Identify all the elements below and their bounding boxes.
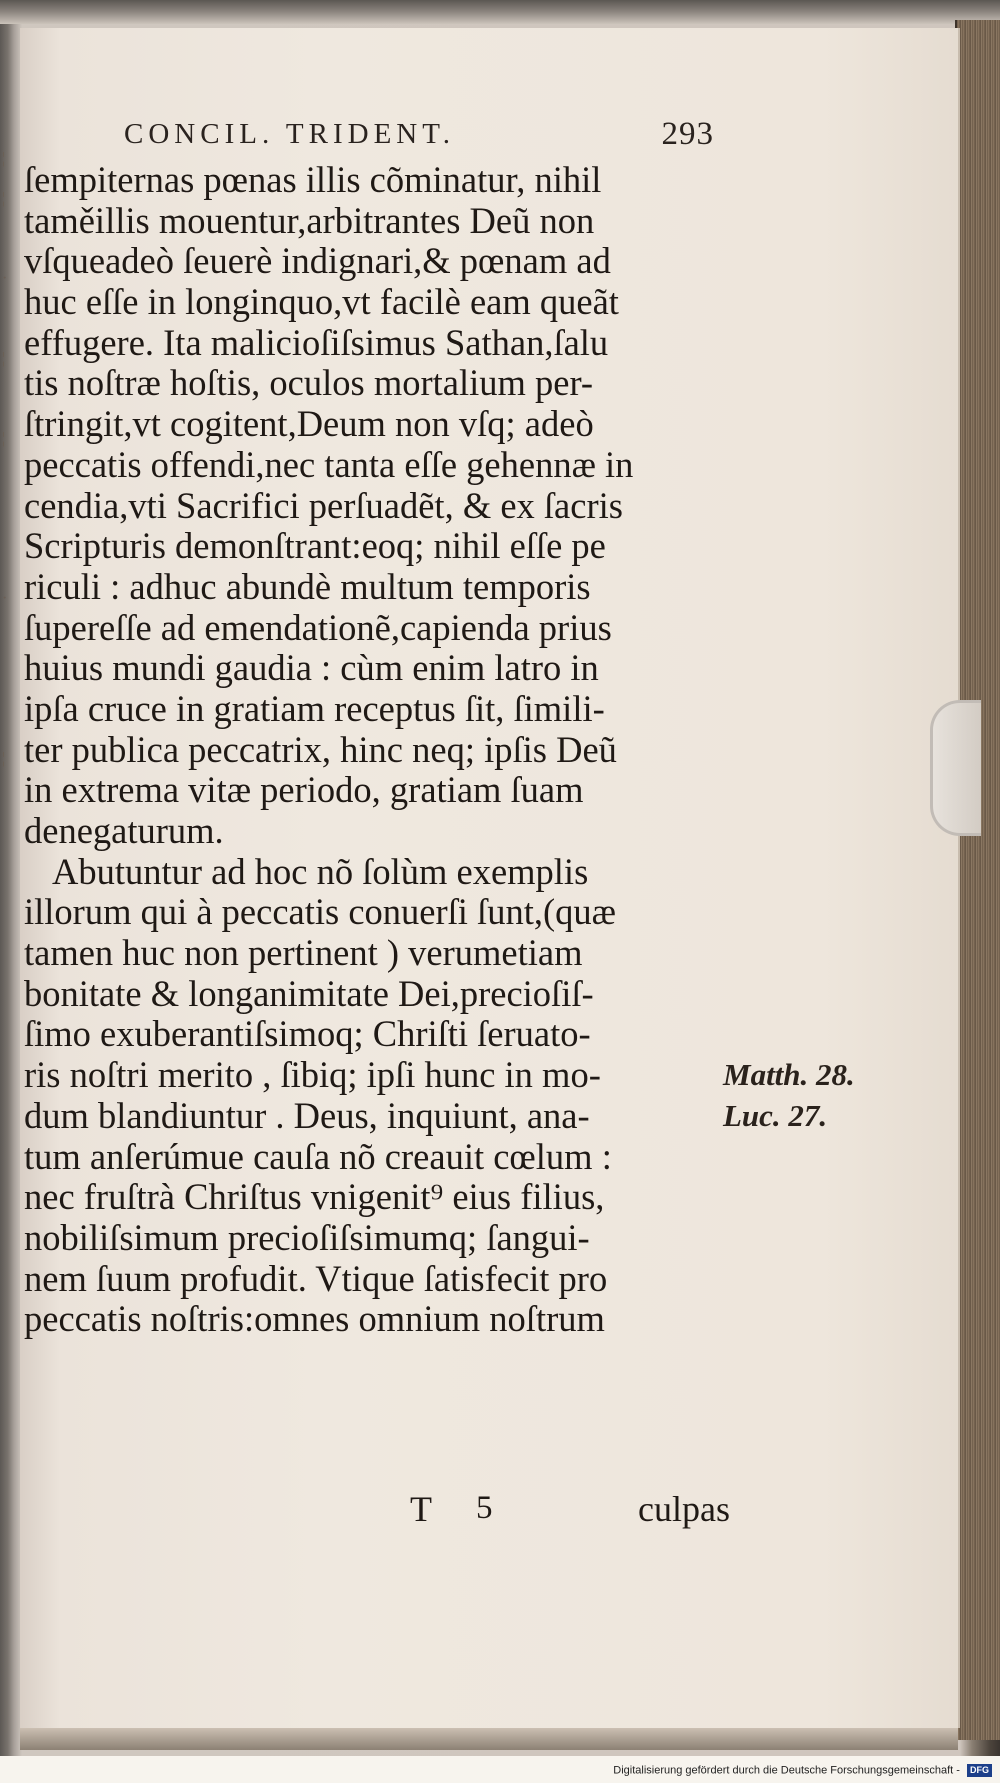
text-line: huius mundi gaudia : cùm enim latro in (24, 647, 599, 689)
text-line: nec fruſtrà Chriſtus vnigenit⁹ eius filius, (24, 1176, 605, 1218)
page-clip (930, 700, 981, 836)
text-line: peccatis noſtris:omnes omnium noſtrum (24, 1298, 605, 1340)
text-line: taměillis mouentur,arbitrantes Deũ non (24, 199, 595, 241)
text-line: Scripturis demonſtrant:eoq; nihil eſſe pe (24, 525, 606, 567)
text-line: illorum qui à peccatis conuerſi ſunt,(quæ (24, 891, 616, 933)
margin-note: Matth. 28. (723, 1057, 855, 1093)
running-header (124, 118, 714, 158)
page-bottom-shadow (20, 1728, 958, 1750)
text-line: huc eſſe in longinquo,vt facilè eam queãt (24, 281, 619, 323)
text-line: Abutuntur ad hoc nõ ſolùm exemplis (52, 850, 589, 892)
signature-mark: T (410, 1489, 438, 1529)
catchword: culpas (638, 1489, 730, 1529)
scan-top-edge (0, 0, 1000, 24)
text-line: tamen huc non pertinent ) verumetiam (24, 932, 583, 974)
text-line: vſqueadeò ſeuerè indignari,& pœnam ad (24, 240, 611, 282)
text-line: nem ſuum profudit. Vtique ſatisfecit pro (24, 1257, 608, 1299)
text-line: peccatis offendi,nec tanta eſſe gehennæ in (24, 443, 634, 485)
text-line: bonitate & longanimitate Dei,precioſiſ- (24, 972, 594, 1014)
text-line: tum anſerúmue cauſa nõ creauit cœlum : (24, 1135, 612, 1177)
book-page-edges (955, 20, 1000, 1740)
digitization-credit (613, 1764, 992, 1782)
text-line: in extrema vitæ periodo, gratiam ſuam (24, 769, 584, 811)
text-line: tis noſtræ hoſtis, oculos mortalium per- (24, 362, 594, 404)
credit-text: Digitalisierung gefördert durch die Deutsche Forschungsgemeinschaft - (613, 1764, 960, 1777)
text-line: ris noſtri merito , ſibiq; ipſi hunc in mo- (24, 1054, 601, 1096)
dfg-logo: DFG (967, 1764, 992, 1777)
gutter-bleed-marks: ¦ ¦ · ¦ ¦ · ¦ (2, 150, 8, 767)
signature-number: 5 (476, 1490, 493, 1526)
text-line: nobiliſsimum precioſiſsimumq; ſangui- (24, 1216, 590, 1258)
margin-note: Luc. 27. (723, 1098, 828, 1134)
running-title: CONCIL. TRIDENT. (124, 118, 456, 150)
text-line: cendia,vti Sacrifici perſuadẽt, & ex ſacris (24, 484, 623, 526)
text-line: effugere. Ita malicioſiſsimus Sathan,ſalu (24, 321, 609, 363)
text-line: denegaturum. (24, 810, 224, 851)
text-line: ſupereſſe ad emendationẽ,capienda prius (24, 606, 612, 648)
text-line: dum blandiuntur . Deus, inquiunt, ana- (24, 1094, 590, 1136)
text-line: ſempiternas pœnas illis cõminatur, nihil (24, 159, 602, 200)
text-line: ipſa cruce in gratiam receptus ſit, ſimili- (24, 687, 605, 729)
text-line: riculi : adhuc abundè multum temporis (24, 565, 591, 607)
body-text (24, 160, 714, 1340)
text-line: ſtringit,vt cogitent,Deum non vſq; adeò (24, 403, 594, 445)
text-line: ſimo exuberantiſsimoq; Chriſti ſeruato- (24, 1013, 591, 1055)
page-footer (410, 1488, 730, 1530)
page-number: 293 (661, 116, 714, 152)
text-line: ter publica peccatrix, hinc neq; ipſis Deũ (24, 728, 617, 770)
